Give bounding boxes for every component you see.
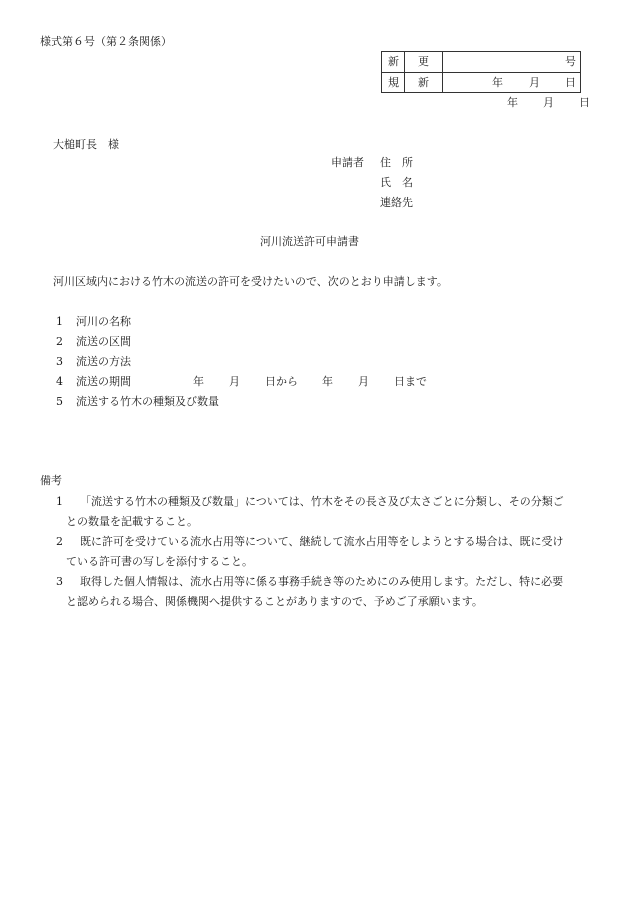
- box-date-month: 月: [529, 76, 540, 89]
- period-month-end: 月: [358, 375, 369, 388]
- intro-text: 河川区域内における竹木の流送の許可を受けたいので、次のとおり申請します。: [53, 275, 448, 288]
- date-year: 年: [507, 96, 518, 109]
- item-number: 5: [56, 395, 63, 408]
- note-number: 1: [56, 495, 63, 508]
- box-date-day: 日: [565, 76, 576, 89]
- contact-label: 連絡先: [380, 196, 413, 209]
- note-line-2: との数量を記載すること。: [66, 515, 198, 528]
- period-day-start: 日から: [265, 375, 298, 388]
- registration-box: [381, 51, 581, 93]
- period-year-start: 年: [193, 375, 204, 388]
- item-number: 4: [56, 375, 63, 388]
- box-label-new: 新: [388, 55, 399, 68]
- box-label-renew: 更: [418, 55, 429, 68]
- item-label: 流送の方法: [76, 355, 131, 368]
- applicant-label: 申請者: [331, 156, 364, 169]
- note-number: 3: [56, 575, 63, 588]
- item-label: 流送する竹木の種類及び数量: [76, 395, 219, 408]
- period-year-end: 年: [322, 375, 333, 388]
- box-date-year: 年: [492, 76, 503, 89]
- box-number-suffix: 号: [565, 55, 576, 68]
- document-title: 河川流送許可申請書: [260, 235, 359, 248]
- box-label-new-2: 規: [388, 76, 399, 89]
- period-month-start: 月: [229, 375, 240, 388]
- form-number: 様式第６号（第２条関係）: [40, 35, 172, 48]
- note-line-2: ている許可書の写しを添付すること。: [66, 555, 253, 568]
- note-line-1: 取得した個人情報は、流水占用等に係る事務手続き等のためにのみ使用します。ただし、特に必要: [80, 575, 564, 588]
- item-number: 2: [56, 335, 63, 348]
- item-number: 1: [56, 315, 63, 328]
- item-number: 3: [56, 355, 63, 368]
- name-label: 氏 名: [380, 176, 413, 189]
- note-number: 2: [56, 535, 63, 548]
- addressee: 大槌町長 様: [53, 138, 119, 151]
- period-day-end: 日まで: [394, 375, 427, 388]
- item-label: 流送の期間: [76, 375, 131, 388]
- item-label: 流送の区間: [76, 335, 131, 348]
- remarks-heading: 備考: [40, 474, 62, 487]
- note-line-2: と認められる場合、関係機関へ提供することがありますので、予めご了承願います。: [66, 595, 483, 608]
- note-line-1: 既に許可を受けている流水占用等について、継続して流水占用等をしようとする場合は、既に受け: [80, 535, 564, 548]
- box-label-renew-2: 新: [418, 76, 429, 89]
- date-day: 日: [579, 96, 590, 109]
- date-month: 月: [543, 96, 554, 109]
- note-line-1: 「流送する竹木の種類及び数量」については、竹木をその長さ及び太さごとに分類し、その分類ご: [80, 495, 564, 508]
- item-label: 河川の名称: [76, 315, 131, 328]
- address-label: 住 所: [380, 156, 413, 169]
- box-divider: [382, 72, 580, 73]
